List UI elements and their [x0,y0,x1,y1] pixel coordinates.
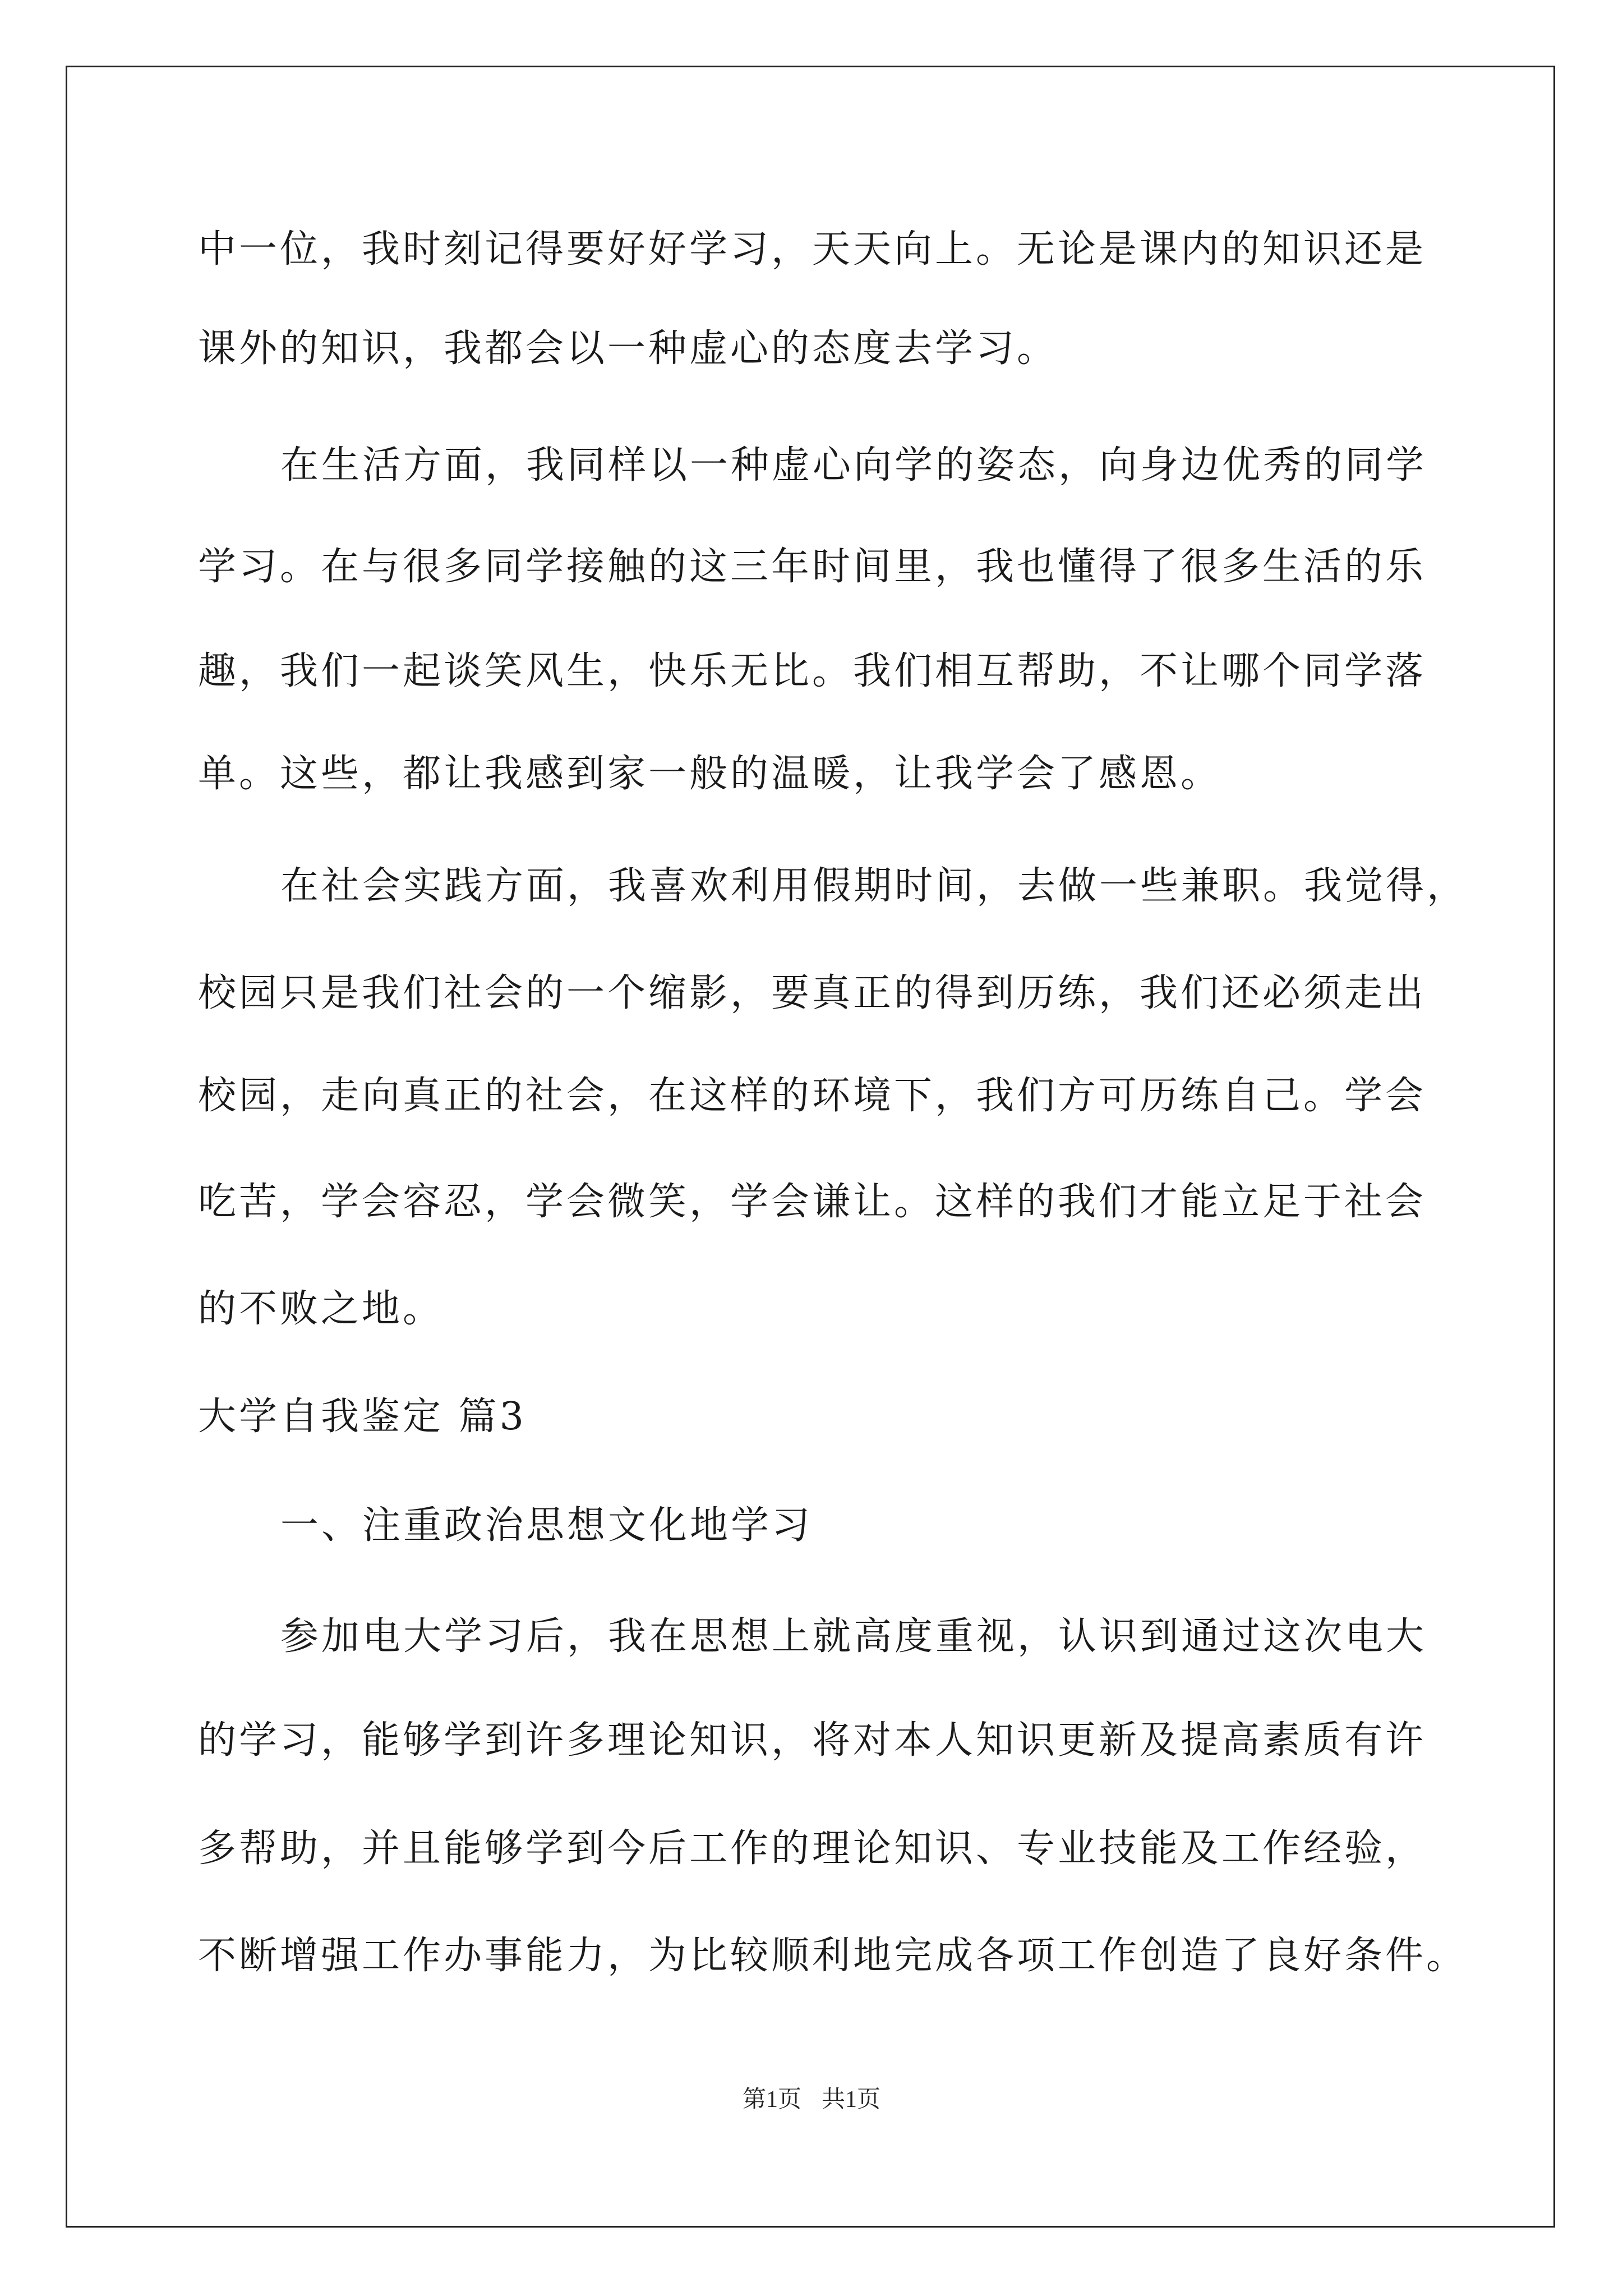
text-line: 多帮助，并且能够学到今后工作的理论知识、专业技能及工作经验， [198,1826,1427,1871]
subsection-heading: 一、注重政治思想文化地学习 [280,1503,813,1548]
text-line: 的学习，能够学到许多理论知识，将对本人知识更新及提高素质有许 [198,1718,1427,1763]
text-line: 课外的知识，我都会以一种虚心的态度去学习。 [198,326,1058,371]
text-line: 单。这些，都让我感到家一般的温暖，让我学会了感恩。 [198,752,1222,796]
text-line: 不断增强工作办事能力，为比较顺利地完成各项工作创造了良好条件。 [198,1934,1468,1978]
page-number: 第1页 [742,2087,801,2113]
text-line: 吃苦，学会容忍，学会微笑，学会谦让。这样的我们才能立足于社会 [198,1180,1427,1224]
section-heading: 大学自我鉴定 篇3 [198,1395,527,1439]
page-total: 共1页 [822,2087,881,2113]
page-footer [0,2083,1623,2116]
text-line: 在社会实践方面，我喜欢利用假期时间，去做一些兼职。我觉得， [280,864,1468,908]
text-line: 趣，我们一起谈笑风生，快乐无比。我们相互帮助，不让哪个同学落 [198,649,1427,693]
text-line: 校园只是我们社会的一个缩影，要真正的得到历练，我们还必须走出 [198,971,1427,1015]
text-line: 学习。在与很多同学接触的这三年时间里，我也懂得了很多生活的乐 [198,545,1427,589]
text-line: 参加电大学习后，我在思想上就高度重视，认识到通过这次电大 [280,1614,1427,1659]
text-line: 在生活方面，我同样以一种虚心向学的姿态，向身边优秀的同学 [280,443,1427,487]
page-border [66,66,1555,2228]
text-line: 的不败之地。 [198,1287,444,1331]
text-line: 中一位，我时刻记得要好好学习，天天向上。无论是课内的知识还是 [198,227,1427,272]
text-line: 校园，走向真正的社会，在这样的环境下，我们方可历练自己。学会 [198,1074,1427,1118]
